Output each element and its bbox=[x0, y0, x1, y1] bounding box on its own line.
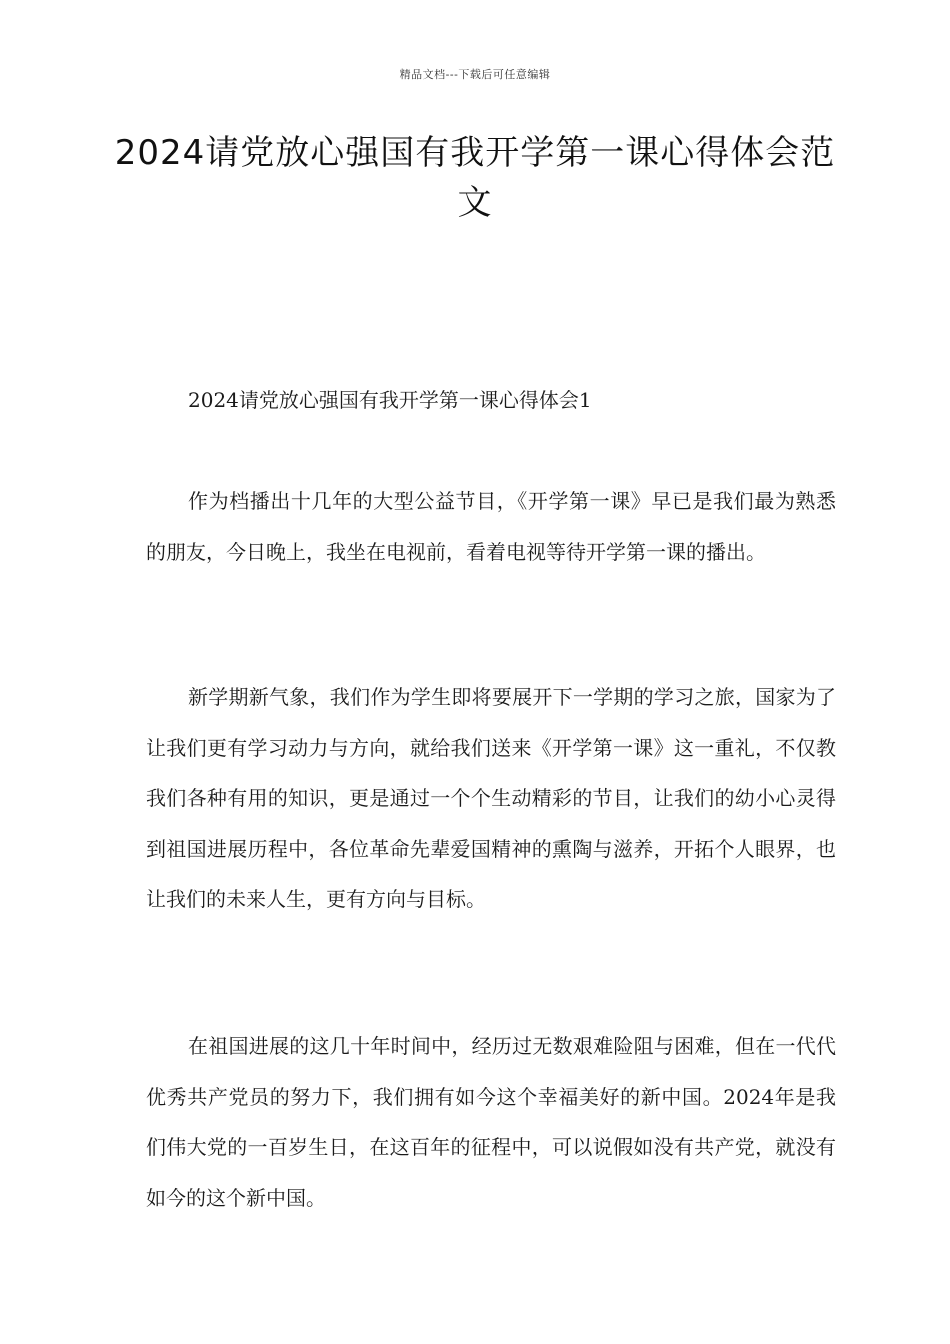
paragraph-1: 作为档播出十几年的大型公益节目，《开学第一课》早已是我们最为熟悉的朋友，今日晚上，我坐在电视前，看着电视等待开学第一课的播出。 bbox=[146, 489, 836, 564]
document-title: 2024请党放心强国有我开学第一课心得体会范文 bbox=[114, 133, 836, 223]
paragraph-2: 新学期新气象，我们作为学生即将要展开下一学期的学习之旅，国家为了让我们更有学习动力与方向，就给我们送来《开学第一课》这一重礼，不仅教我们各种有用的知识，更是通过一个个生动精彩的节目，让我们的幼小心灵得到祖国进展历程中，各位革命先辈爱国精神的熏陶与滋养，开拓个人眼界，也让我们的未来人生，更有方向与目标。 bbox=[146, 685, 836, 911]
paragraph-3: 在祖国进展的这几十年时间中，经历过无数艰难险阻与困难，但在一代代优秀共产党员的努力下，我们拥有如今这个幸福美好的新中国。2024年是我们伟大党的一百岁生日，在这百年的征程中，可以说假如没有共产党，就没有如今的这个新中国。 bbox=[146, 1034, 836, 1210]
section-subtitle: 2024请党放心强国有我开学第一课心得体会1 bbox=[188, 388, 592, 412]
header-note: 精品文档---下载后可任意编辑 bbox=[399, 68, 551, 81]
